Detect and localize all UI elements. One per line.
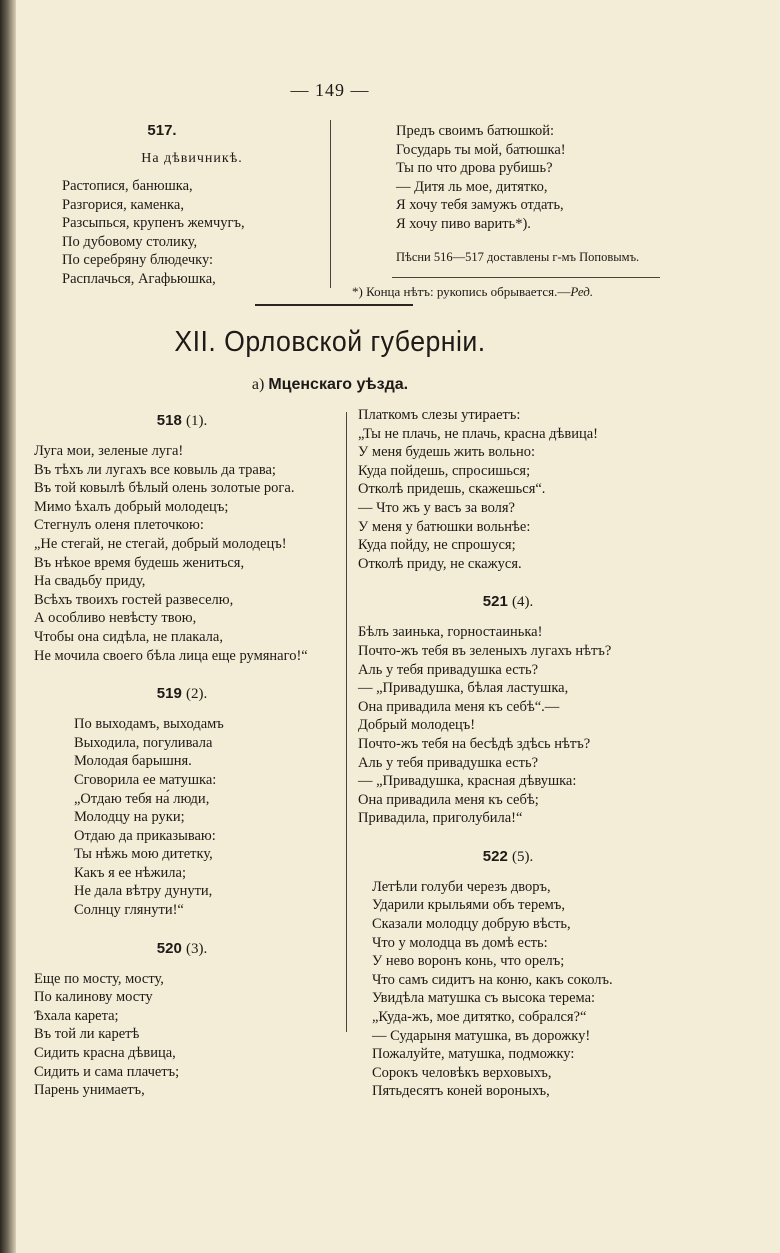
song-block [34, 940, 330, 1100]
verse-line: А особливо невѣсту твою, [34, 610, 197, 627]
verse-line: „Куда-жъ, мое дитятко, собрался?“ [372, 1009, 587, 1026]
song-block [358, 593, 658, 828]
verse-line: Я хочу пиво варить*). [396, 215, 531, 232]
verse-line: — Сударыня матушка, въ дорожку! [372, 1027, 591, 1044]
verse-line: У меня у батюшки вольнѣе: [358, 518, 531, 535]
verse-line: — „Привадушка, красная дѣвушка: [358, 773, 577, 790]
subsection-title [0, 376, 660, 394]
verse-lines [34, 442, 330, 665]
section-title: XII. Орловской губерніи. [174, 326, 486, 358]
verse-line: Молодая барышня. [74, 753, 192, 770]
verse-line: Ѣхала карета; [34, 1007, 119, 1024]
song-sequence: (5). [511, 848, 534, 865]
song-block [358, 406, 658, 573]
verse-line: Разсыпься, крупенъ жемчугъ, [62, 215, 245, 232]
verse-line: Ты по что дрова рубишь? [396, 160, 553, 177]
book-binding-edge [0, 0, 16, 1253]
source-note: Пѣсни 516—517 доставлены г-мъ Поповымъ. [396, 249, 640, 264]
verse-line: Отколѣ приду, не скажуся. [358, 555, 522, 572]
verse-line: „Отдаю тебя на́ люди, [74, 790, 210, 807]
verse-line: По выходамъ, выходамъ [74, 716, 224, 733]
verse-line: Растопися, банюшка, [62, 178, 193, 194]
verse-line: Разгорися, каменка, [62, 196, 184, 213]
verse-line: Что у молодца въ домѣ есть: [372, 934, 548, 951]
verse-lines [358, 406, 658, 573]
verse-line: Парень унимаетъ, [34, 1082, 145, 1099]
verse-line: Ты нѣжь мою дитетку, [74, 846, 213, 863]
song-number [34, 940, 330, 958]
song-sequence: (1). [185, 413, 208, 429]
verse-line: Расплачься, Агафьюшка, [62, 270, 216, 287]
verse-line: Куда пойду, не спрошуся; [358, 537, 516, 554]
verse-line: Привадила, приголубила!“ [358, 810, 523, 827]
song-sequence: (4). [511, 594, 534, 611]
left-column [34, 412, 330, 1100]
verse-line: Въ нѣкое время будешь жениться, [34, 554, 245, 571]
verse-line: „Не стегай, не стегай, добрый молодецъ! [34, 535, 287, 552]
verse-line: По калинову мосту [34, 989, 153, 1006]
verse-line: Добрый молодецъ! [358, 717, 476, 734]
verse-line: Сорокъ человѣкъ верховыхъ, [372, 1064, 552, 1081]
song-number [34, 412, 330, 430]
verse-lines [358, 878, 658, 1101]
verse-line: По дубовому столику, [62, 233, 198, 250]
song-number-value: 518 [156, 412, 182, 429]
song-number-value: 520 [156, 939, 182, 957]
verse-line: Куда пойдешь, спросишься; [358, 462, 531, 479]
verse-line: Отколѣ придешь, скажешься“. [358, 481, 546, 498]
song-heading: На дѣвичникѣ. [141, 151, 243, 166]
song-number-value: 519 [156, 685, 182, 703]
verse-line: У меня будешь жить вольно: [358, 444, 535, 461]
verse-line: Она привадила меня къ себѣ“.— [358, 698, 560, 715]
verse-line: Въ той ковылѣ бѣлый олень золотые рога. [34, 480, 295, 497]
verse-line: Стегнулъ оленя плеточкою: [34, 517, 204, 534]
footnote-abbreviation: Ред. [570, 283, 594, 299]
verse-line: Летѣли голуби черезъ дворъ, [372, 878, 551, 895]
verse-line: Платкомъ слезы утираетъ: [358, 407, 521, 423]
verse-line: — „Привадушка, бѣлая ластушка, [358, 680, 569, 697]
verse-line: Аль у тебя привадушка есть? [358, 661, 539, 678]
verse-line: Что самъ сидитъ на коню, какъ соколъ. [372, 971, 613, 988]
verse-line: Почто-жъ тебя на бесѣдѣ здѣсь нѣтъ? [358, 735, 591, 752]
verse-line: Мимо ѣхалъ добрый молодецъ; [34, 498, 229, 515]
verse-line: На свадьбу приду, [34, 573, 146, 590]
verse-line: Аль у тебя привадушка есть? [358, 754, 539, 771]
song-sequence: (2). [185, 686, 208, 703]
song-number [358, 848, 658, 866]
verse-line: „Ты не плачь, не плачь, красна дѣвица! [358, 425, 599, 442]
verse-line: — Дитя ль мое, дитятко, [396, 178, 548, 195]
song-517-block [62, 122, 322, 289]
verse-line: Солнцу глянути!“ [74, 902, 184, 919]
verse-line: Сидить красна дѣвица, [34, 1045, 176, 1062]
song-number [34, 685, 330, 703]
verse-line: Почто-жъ тебя въ зеленыхъ лугахъ нѣтъ? [358, 642, 612, 659]
column-divider-main [346, 412, 347, 1032]
verse-line: Увидѣла матушка съ высока терема: [372, 990, 596, 1007]
verse-line: Предъ своимъ батюшкой: [396, 123, 555, 139]
subsection-name: Мценскаго уѣзда. [268, 376, 409, 393]
verse-line: Ударили крыльями объ теремъ, [372, 897, 565, 914]
verse-line: Не дала вѣтру дунути, [74, 883, 213, 900]
verse-lines [396, 122, 656, 234]
verse-lines [34, 970, 330, 1100]
verse-line: Въ тѣхъ ли лугахъ все ковыль да трава; [34, 461, 276, 478]
verse-line: — Что жъ у васъ за воля? [358, 499, 515, 516]
song-sequence: (3). [185, 940, 208, 957]
verse-line: Сказали молодцу добрую вѣсть, [372, 916, 571, 933]
page-number: — 149 — [290, 80, 370, 100]
verse-line: У нево воронъ конь, что орелъ; [372, 953, 565, 970]
verse-line: По серебряну блюдечку: [62, 252, 214, 269]
verse-line: Отдаю да приказываю: [74, 827, 216, 844]
song-number [358, 593, 658, 611]
column-divider-top [330, 120, 331, 288]
song-block [34, 685, 330, 920]
song-517-continuation [352, 122, 656, 300]
verse-line: Всѣхъ твоихъ гостей развеселю, [34, 591, 234, 608]
right-column [358, 406, 658, 1101]
verse-line: Я хочу тебя замужъ отдать, [396, 197, 564, 214]
verse-line: Бѣлъ заинька, горностаинька! [358, 624, 543, 641]
subsection-prefix: а) [251, 376, 265, 393]
footnote-rule [392, 277, 660, 278]
verse-line: Сговорила ее матушка: [74, 771, 217, 788]
verse-line: Она привадила меня къ себѣ; [358, 791, 539, 808]
verse-line: Чтобы она сидѣла, не плакала, [34, 628, 223, 645]
verse-line: Государь ты мой, батюшка! [396, 141, 566, 158]
verse-lines [34, 715, 330, 920]
song-block [34, 412, 330, 665]
verse-lines [62, 177, 322, 289]
footnote-text: *) Конца нѣтъ: рукопись обрывается.— [352, 283, 571, 299]
song-block [358, 848, 658, 1101]
verse-line: Луга мои, зеленые луга! [34, 443, 184, 459]
verse-line: Пожалуйте, матушка, подможку: [372, 1046, 575, 1063]
verse-line: Не мочила своего бѣла лица еще румянаго!“ [34, 647, 308, 664]
song-number-value: 521 [482, 593, 508, 611]
song-number-value: 522 [482, 847, 508, 865]
section-divider [255, 304, 413, 306]
song-number: 517. [147, 122, 177, 139]
verse-lines [358, 623, 658, 828]
footnote [352, 284, 656, 300]
verse-line: Еще по мосту, мосту, [34, 970, 164, 987]
verse-line: Сидить и сама плачетъ; [34, 1063, 180, 1080]
verse-line: Въ той ли каретѣ [34, 1026, 140, 1043]
verse-line: Молодцу на руки; [74, 809, 185, 826]
verse-line: Пятьдесятъ коней вороныхъ, [372, 1083, 550, 1100]
verse-line: Выходила, погуливала [74, 734, 213, 751]
verse-line: Какъ я ее нѣжила; [74, 864, 186, 881]
